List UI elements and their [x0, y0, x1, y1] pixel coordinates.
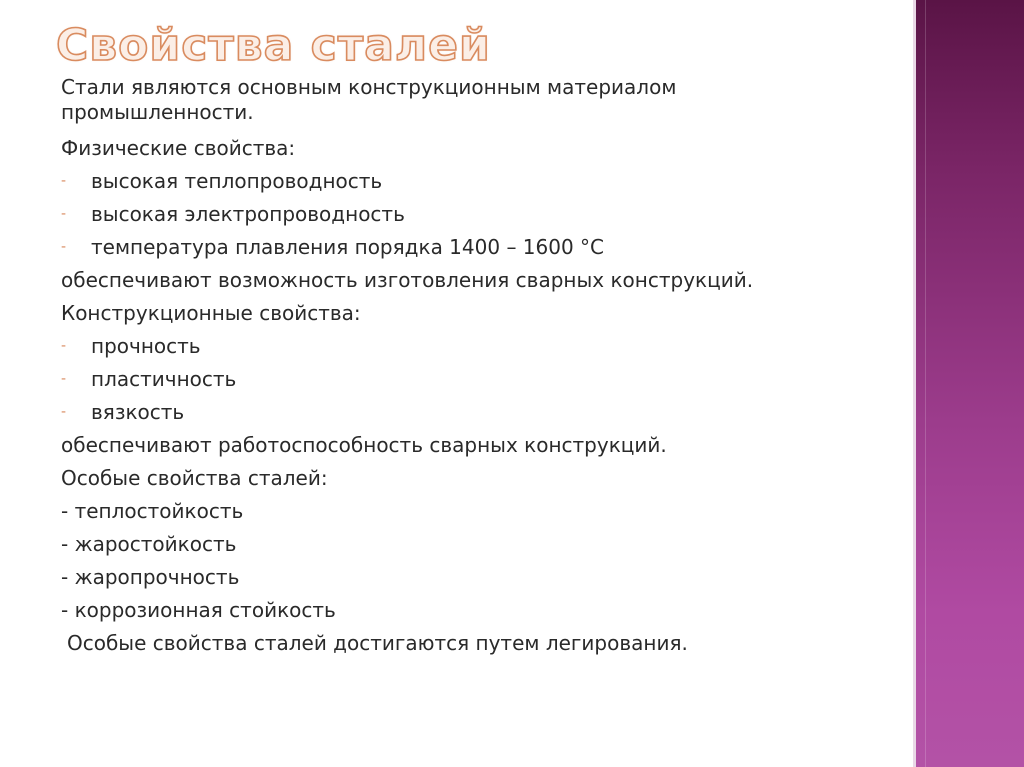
list-item: - теплостойкость [61, 499, 244, 523]
bullet-dash: - [61, 173, 67, 189]
structural-conclusion: обеспечивают работоспособность сварных конструкций. [61, 433, 667, 457]
intro-text: Стали являются основным конструкционным материалом промышленности. [61, 75, 677, 124]
list-item: - жаростойкость [61, 532, 237, 556]
bullet-dash: - [61, 371, 67, 387]
list-item: - жаропрочность [61, 565, 240, 589]
list-item-text: пластичность [91, 367, 237, 391]
slide-title: Свойства сталей [56, 20, 491, 71]
list-item [61, 198, 891, 231]
side-panel-edge [913, 0, 916, 767]
bullet-dash: - [61, 338, 67, 354]
list-item [61, 396, 891, 429]
side-panel-line [925, 0, 926, 767]
bullet-dash: - [61, 404, 67, 420]
slide-body [61, 72, 891, 660]
special-heading: Особые свойства сталей: [61, 466, 328, 490]
list-item-text: вязкость [91, 400, 185, 424]
list-item [61, 330, 891, 363]
special-conclusion: Особые свойства сталей достигаются путем легирования. [67, 631, 688, 655]
list-item-text: прочность [91, 334, 201, 358]
list-item [61, 363, 891, 396]
list-item-text: высокая теплопроводность [91, 169, 383, 193]
list-item [61, 165, 891, 198]
list-item-text: температура плавления порядка 1400 – 1600 °С [91, 235, 605, 259]
list-item: - коррозионная стойкость [61, 598, 336, 622]
physical-conclusion: обеспечивают возможность изготовления сварных конструкций. [61, 268, 754, 292]
bullet-dash: - [61, 206, 67, 222]
physical-heading: Физические свойства: [61, 136, 296, 160]
decorative-side-panel [913, 0, 1024, 767]
bullet-dash: - [61, 239, 67, 255]
list-item [61, 231, 891, 264]
structural-heading: Конструкционные свойства: [61, 301, 361, 325]
list-item-text: высокая электропроводность [91, 202, 405, 226]
